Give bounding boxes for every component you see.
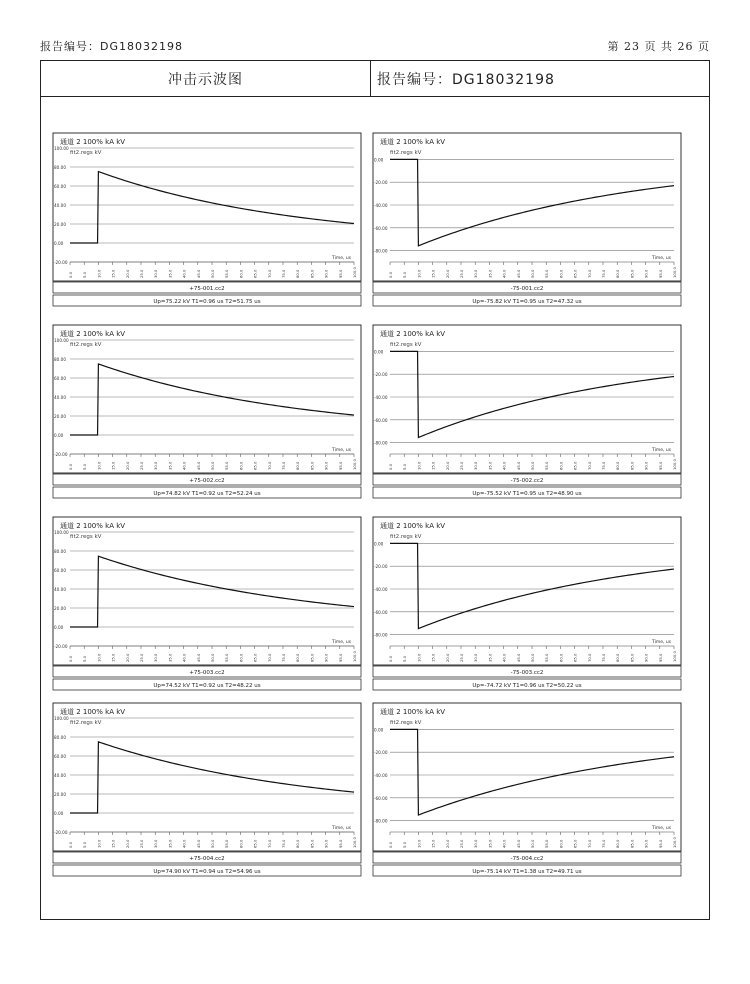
y-tick-label: 100.00 [54, 530, 69, 535]
channel-label: 通道 2 100% kA kV [60, 708, 126, 716]
x-unit-label: Time, us [332, 256, 352, 261]
x-tick-label: 15.0 [110, 653, 116, 662]
params-label: Up=74.90 kV T1=0.94 us T2=54.96 us [153, 869, 261, 875]
x-tick-label: 40.0 [181, 653, 187, 662]
x-tick-label: 10.0 [96, 839, 102, 848]
x-tick-label: 100.0 [672, 267, 677, 278]
x-tick-label: 35.0 [167, 269, 173, 278]
x-tick-label: 70.0 [586, 839, 592, 848]
x-tick-label: 5.0 [402, 841, 408, 848]
file-label: +75-002.cc2 [189, 478, 225, 484]
x-tick-label: 80.0 [295, 839, 301, 848]
y-tick-label: -20.00 [54, 260, 68, 265]
oscillogram-chart [52, 516, 362, 692]
x-tick-label: 85.0 [309, 653, 315, 662]
x-tick-label: 70.0 [266, 839, 272, 848]
x-tick-label: 40.0 [501, 839, 507, 848]
file-label: -75-001.cc2 [510, 286, 544, 292]
x-tick-label: 5.0 [402, 655, 408, 662]
oscillogram-panel [52, 702, 362, 874]
y-tick-label: -40.00 [374, 587, 388, 592]
y-tick-label: 80.00 [54, 549, 66, 554]
file-label: +75-004.cc2 [189, 856, 225, 862]
x-tick-label: 35.0 [167, 653, 173, 662]
params-label: Up=-75.14 kV T1=1.38 us T2=49.71 us [472, 869, 582, 875]
x-tick-label: 50.0 [530, 269, 535, 278]
x-tick-label: 25.0 [139, 839, 144, 848]
x-tick-label: 55.0 [544, 653, 550, 662]
channel-subtitle: fit2.regs kV [70, 720, 102, 726]
x-tick-label: 10.0 [96, 269, 102, 278]
x-tick-label: 35.0 [167, 839, 173, 848]
x-tick-label: 40.0 [181, 839, 187, 848]
x-tick-label: 10.0 [416, 839, 422, 848]
x-tick-label: 90.0 [643, 653, 649, 662]
file-label: +75-001.cc2 [189, 286, 225, 292]
oscillogram-panel [372, 324, 682, 496]
x-tick-label: 0.0 [388, 463, 393, 470]
x-tick-label: 85.0 [629, 653, 635, 662]
y-tick-label: 40.00 [54, 203, 66, 208]
channel-label: 通道 2 100% kA kV [380, 330, 446, 338]
x-tick-label: 80.0 [295, 653, 301, 662]
x-tick-label: 45.0 [515, 839, 521, 848]
x-tick-label: 20.0 [444, 269, 450, 278]
x-tick-label: 65.0 [252, 653, 258, 662]
y-tick-label: 60.00 [54, 568, 66, 573]
x-tick-label: 25.0 [459, 461, 464, 470]
report-number-title: 报告编号：DG18032198 [377, 71, 555, 88]
x-tick-label: 70.0 [266, 461, 272, 470]
y-tick-label: 40.00 [54, 395, 66, 400]
x-tick-label: 75.0 [281, 653, 286, 662]
file-label: -75-003.cc2 [510, 670, 544, 676]
x-tick-label: 30.0 [473, 269, 479, 278]
y-tick-label: -20.00 [54, 830, 68, 835]
x-tick-label: 90.0 [643, 269, 649, 278]
page-header [40, 38, 710, 56]
x-tick-label: 60.0 [558, 461, 564, 470]
x-tick-label: 55.0 [224, 269, 230, 278]
y-tick-label: -20.00 [374, 372, 388, 378]
y-tick-label: -60.00 [374, 417, 388, 423]
x-unit-label: Time, us [652, 826, 672, 831]
x-tick-label: 95.0 [337, 653, 343, 662]
x-tick-label: 60.0 [238, 461, 244, 470]
oscillogram-chart [372, 132, 682, 308]
y-tick-label: -80.00 [374, 248, 388, 254]
y-tick-label: 20.00 [54, 792, 66, 797]
y-tick-label: -60.00 [374, 795, 388, 801]
x-tick-label: 60.0 [238, 839, 244, 848]
x-tick-label: 5.0 [82, 841, 88, 848]
x-tick-label: 25.0 [139, 653, 144, 662]
x-tick-label: 95.0 [657, 461, 663, 470]
x-tick-label: 0.0 [68, 655, 73, 662]
x-tick-label: 60.0 [558, 269, 564, 278]
y-tick-label: 60.00 [54, 754, 66, 759]
x-tick-label: 30.0 [473, 461, 479, 470]
x-unit-label: Time, us [332, 640, 352, 645]
title-row [41, 61, 709, 97]
x-tick-label: 0.0 [388, 655, 393, 662]
x-tick-label: 30.0 [153, 269, 159, 278]
x-tick-label: 45.0 [195, 839, 201, 848]
x-tick-label: 0.0 [68, 463, 73, 470]
x-tick-label: 15.0 [110, 461, 116, 470]
y-tick-label: 80.00 [54, 735, 66, 740]
channel-label: 通道 2 100% kA kV [60, 522, 126, 530]
x-tick-label: 95.0 [337, 461, 343, 470]
x-tick-label: 45.0 [515, 653, 521, 662]
x-tick-label: 5.0 [82, 463, 88, 470]
x-tick-label: 30.0 [473, 653, 479, 662]
oscillogram-chart [372, 702, 682, 878]
x-tick-label: 5.0 [402, 271, 408, 278]
y-tick-label: 100.00 [54, 338, 69, 343]
x-tick-label: 45.0 [515, 269, 521, 278]
x-tick-label: 15.0 [430, 653, 436, 662]
y-tick-label: 0.00 [374, 541, 384, 547]
x-tick-label: 10.0 [416, 653, 422, 662]
x-tick-label: 55.0 [224, 839, 230, 848]
x-tick-label: 20.0 [124, 653, 130, 662]
y-tick-label: 20.00 [54, 414, 66, 419]
x-tick-label: 10.0 [96, 461, 102, 470]
x-tick-label: 100.0 [352, 651, 357, 662]
y-tick-label: -20.00 [54, 644, 68, 649]
report-number-header: 报告编号：DG18032198 [40, 40, 183, 53]
oscillogram-panel [52, 324, 362, 496]
file-label: -75-004.cc2 [510, 856, 544, 862]
channel-subtitle: fit2.regs kV [70, 150, 102, 156]
y-tick-label: 100.00 [54, 146, 69, 151]
x-tick-label: 50.0 [210, 269, 215, 278]
x-tick-label: 35.0 [487, 461, 493, 470]
x-tick-label: 5.0 [82, 271, 88, 278]
x-tick-label: 85.0 [309, 461, 315, 470]
channel-label: 通道 2 100% kA kV [60, 330, 126, 338]
x-tick-label: 0.0 [68, 841, 73, 848]
x-tick-label: 75.0 [601, 269, 606, 278]
x-tick-label: 0.0 [68, 271, 73, 278]
x-tick-label: 90.0 [323, 461, 329, 470]
x-tick-label: 100.0 [352, 267, 357, 278]
page-number: 第 23 页 共 26 页 [607, 40, 710, 53]
channel-subtitle: fit2.regs kV [70, 342, 102, 348]
x-tick-label: 35.0 [487, 269, 493, 278]
x-tick-label: 95.0 [657, 653, 663, 662]
x-tick-label: 95.0 [337, 839, 343, 848]
x-tick-label: 75.0 [601, 461, 606, 470]
x-tick-label: 65.0 [252, 461, 258, 470]
x-tick-label: 75.0 [281, 839, 286, 848]
x-tick-label: 20.0 [444, 653, 450, 662]
y-tick-label: -80.00 [374, 632, 388, 638]
channel-label: 通道 2 100% kA kV [60, 138, 126, 146]
x-tick-label: 95.0 [657, 839, 663, 848]
x-tick-label: 10.0 [96, 653, 102, 662]
x-unit-label: Time, us [652, 448, 672, 453]
x-tick-label: 45.0 [195, 653, 201, 662]
x-tick-label: 95.0 [657, 269, 663, 278]
x-tick-label: 45.0 [195, 269, 201, 278]
x-tick-label: 20.0 [124, 839, 130, 848]
x-tick-label: 60.0 [238, 653, 244, 662]
x-tick-label: 50.0 [210, 839, 215, 848]
params-label: Up=-75.52 kV T1=0.95 us T2=48.90 us [472, 491, 582, 497]
x-tick-label: 45.0 [515, 461, 521, 470]
x-tick-label: 15.0 [110, 839, 116, 848]
x-tick-label: 25.0 [139, 269, 144, 278]
x-tick-label: 90.0 [643, 461, 649, 470]
section-title: 冲击示波图 [41, 61, 371, 96]
x-tick-label: 25.0 [459, 269, 464, 278]
y-tick-label: -20.00 [374, 750, 388, 756]
x-tick-label: 20.0 [124, 269, 130, 278]
x-tick-label: 25.0 [459, 839, 464, 848]
y-tick-label: -40.00 [374, 395, 388, 400]
oscillogram-panel [372, 702, 682, 874]
x-tick-label: 30.0 [153, 839, 159, 848]
x-unit-label: Time, us [332, 826, 352, 831]
y-tick-label: 0.00 [374, 349, 384, 355]
x-tick-label: 40.0 [181, 461, 187, 470]
y-tick-label: 20.00 [54, 222, 66, 227]
x-tick-label: 40.0 [501, 461, 507, 470]
oscillogram-chart [372, 324, 682, 500]
x-tick-label: 100.0 [352, 459, 357, 470]
x-tick-label: 10.0 [416, 461, 422, 470]
y-tick-label: 0.00 [54, 811, 64, 816]
y-tick-label: 100.00 [54, 716, 69, 721]
y-tick-label: -20.00 [374, 564, 388, 570]
x-tick-label: 75.0 [601, 653, 606, 662]
x-tick-label: 40.0 [501, 269, 507, 278]
x-tick-label: 70.0 [266, 653, 272, 662]
x-tick-label: 75.0 [281, 269, 286, 278]
x-tick-label: 20.0 [444, 839, 450, 848]
x-tick-label: 65.0 [572, 653, 578, 662]
channel-subtitle: fit2.regs kV [390, 342, 422, 348]
x-tick-label: 80.0 [615, 839, 621, 848]
x-tick-label: 15.0 [430, 461, 436, 470]
y-tick-label: -40.00 [374, 773, 388, 778]
x-tick-label: 60.0 [558, 839, 564, 848]
x-tick-label: 25.0 [459, 653, 464, 662]
y-tick-label: -20.00 [374, 180, 388, 186]
x-tick-label: 55.0 [544, 461, 550, 470]
y-tick-label: -80.00 [374, 440, 388, 446]
x-tick-label: 5.0 [402, 463, 408, 470]
x-tick-label: 5.0 [82, 655, 88, 662]
y-tick-label: 60.00 [54, 184, 66, 189]
x-tick-label: 60.0 [238, 269, 244, 278]
x-unit-label: Time, us [652, 640, 672, 645]
y-tick-label: 80.00 [54, 357, 66, 362]
params-label: Up=-74.72 kV T1=0.96 us T2=50.22 us [472, 683, 582, 689]
params-label: Up=74.82 kV T1=0.92 us T2=52.24 us [153, 491, 261, 497]
x-tick-label: 90.0 [643, 839, 649, 848]
channel-subtitle: fit2.regs kV [390, 720, 422, 726]
x-tick-label: 50.0 [210, 461, 215, 470]
channel-subtitle: fit2.regs kV [390, 150, 422, 156]
oscillogram-panel [372, 516, 682, 688]
x-tick-label: 90.0 [323, 269, 329, 278]
file-label: -75-002.cc2 [510, 478, 544, 484]
x-tick-label: 100.0 [352, 837, 357, 848]
x-tick-label: 15.0 [430, 839, 436, 848]
x-tick-label: 40.0 [501, 653, 507, 662]
x-tick-label: 100.0 [672, 459, 677, 470]
x-tick-label: 80.0 [615, 653, 621, 662]
y-tick-label: 0.00 [54, 625, 64, 630]
x-tick-label: 30.0 [153, 461, 159, 470]
x-tick-label: 90.0 [323, 653, 329, 662]
x-tick-label: 70.0 [586, 653, 592, 662]
y-tick-label: 0.00 [54, 241, 64, 246]
x-tick-label: 50.0 [210, 653, 215, 662]
x-tick-label: 65.0 [572, 269, 578, 278]
params-label: Up=74.52 kV T1=0.92 us T2=48.22 us [153, 683, 261, 689]
y-tick-label: 40.00 [54, 773, 66, 778]
oscillogram-chart [52, 132, 362, 308]
x-unit-label: Time, us [652, 256, 672, 261]
x-tick-label: 35.0 [487, 653, 493, 662]
x-tick-label: 80.0 [615, 269, 621, 278]
file-label: +75-003.cc2 [189, 670, 225, 676]
oscillogram-chart [52, 324, 362, 500]
y-tick-label: 20.00 [54, 606, 66, 611]
x-tick-label: 55.0 [224, 653, 230, 662]
x-tick-label: 60.0 [558, 653, 564, 662]
x-tick-label: 65.0 [572, 839, 578, 848]
y-tick-label: -20.00 [54, 452, 68, 457]
channel-subtitle: fit2.regs kV [70, 534, 102, 540]
x-tick-label: 85.0 [309, 839, 315, 848]
x-tick-label: 45.0 [195, 461, 201, 470]
x-tick-label: 10.0 [416, 269, 422, 278]
x-tick-label: 65.0 [252, 839, 258, 848]
y-tick-label: 40.00 [54, 587, 66, 592]
params-label: Up=75.22 kV T1=0.96 us T2=51.75 us [153, 299, 261, 305]
x-tick-label: 0.0 [388, 841, 393, 848]
channel-subtitle: fit2.regs kV [390, 534, 422, 540]
channel-label: 通道 2 100% kA kV [380, 522, 446, 530]
x-tick-label: 55.0 [224, 461, 230, 470]
x-tick-label: 50.0 [530, 461, 535, 470]
y-tick-label: -40.00 [374, 203, 388, 208]
oscillogram-panel [52, 516, 362, 688]
x-tick-label: 95.0 [337, 269, 343, 278]
x-tick-label: 30.0 [473, 839, 479, 848]
y-tick-label: 0.00 [54, 433, 64, 438]
x-tick-label: 25.0 [139, 461, 144, 470]
oscillogram-chart [372, 516, 682, 692]
y-tick-label: -60.00 [374, 225, 388, 231]
x-tick-label: 30.0 [153, 653, 159, 662]
channel-label: 通道 2 100% kA kV [380, 138, 446, 146]
x-tick-label: 70.0 [266, 269, 272, 278]
x-tick-label: 65.0 [252, 269, 258, 278]
x-tick-label: 85.0 [629, 839, 635, 848]
x-tick-label: 80.0 [615, 461, 621, 470]
x-tick-label: 100.0 [672, 837, 677, 848]
x-tick-label: 100.0 [672, 651, 677, 662]
oscillogram-panel [372, 132, 682, 304]
x-tick-label: 40.0 [181, 269, 187, 278]
y-tick-label: 60.00 [54, 376, 66, 381]
x-unit-label: Time, us [332, 448, 352, 453]
x-tick-label: 80.0 [295, 269, 301, 278]
x-tick-label: 90.0 [323, 839, 329, 848]
x-tick-label: 55.0 [544, 839, 550, 848]
x-tick-label: 20.0 [124, 461, 130, 470]
x-tick-label: 75.0 [601, 839, 606, 848]
x-tick-label: 65.0 [572, 461, 578, 470]
x-tick-label: 50.0 [530, 653, 535, 662]
x-tick-label: 70.0 [586, 461, 592, 470]
x-tick-label: 0.0 [388, 271, 393, 278]
x-tick-label: 80.0 [295, 461, 301, 470]
x-tick-label: 15.0 [110, 269, 116, 278]
x-tick-label: 70.0 [586, 269, 592, 278]
y-tick-label: 0.00 [374, 727, 384, 733]
x-tick-label: 35.0 [487, 839, 493, 848]
channel-label: 通道 2 100% kA kV [380, 708, 446, 716]
oscillogram-chart [52, 702, 362, 878]
oscillogram-panel [52, 132, 362, 304]
x-tick-label: 15.0 [430, 269, 436, 278]
x-tick-label: 20.0 [444, 461, 450, 470]
x-tick-label: 75.0 [281, 461, 286, 470]
y-tick-label: 80.00 [54, 165, 66, 170]
x-tick-label: 85.0 [629, 269, 635, 278]
y-tick-label: -80.00 [374, 818, 388, 824]
params-label: Up=-75.82 kV T1=0.95 us T2=47.32 us [472, 299, 582, 305]
x-tick-label: 35.0 [167, 461, 173, 470]
y-tick-label: 0.00 [374, 157, 384, 163]
x-tick-label: 85.0 [309, 269, 315, 278]
y-tick-label: -60.00 [374, 609, 388, 615]
x-tick-label: 85.0 [629, 461, 635, 470]
x-tick-label: 50.0 [530, 839, 535, 848]
x-tick-label: 55.0 [544, 269, 550, 278]
